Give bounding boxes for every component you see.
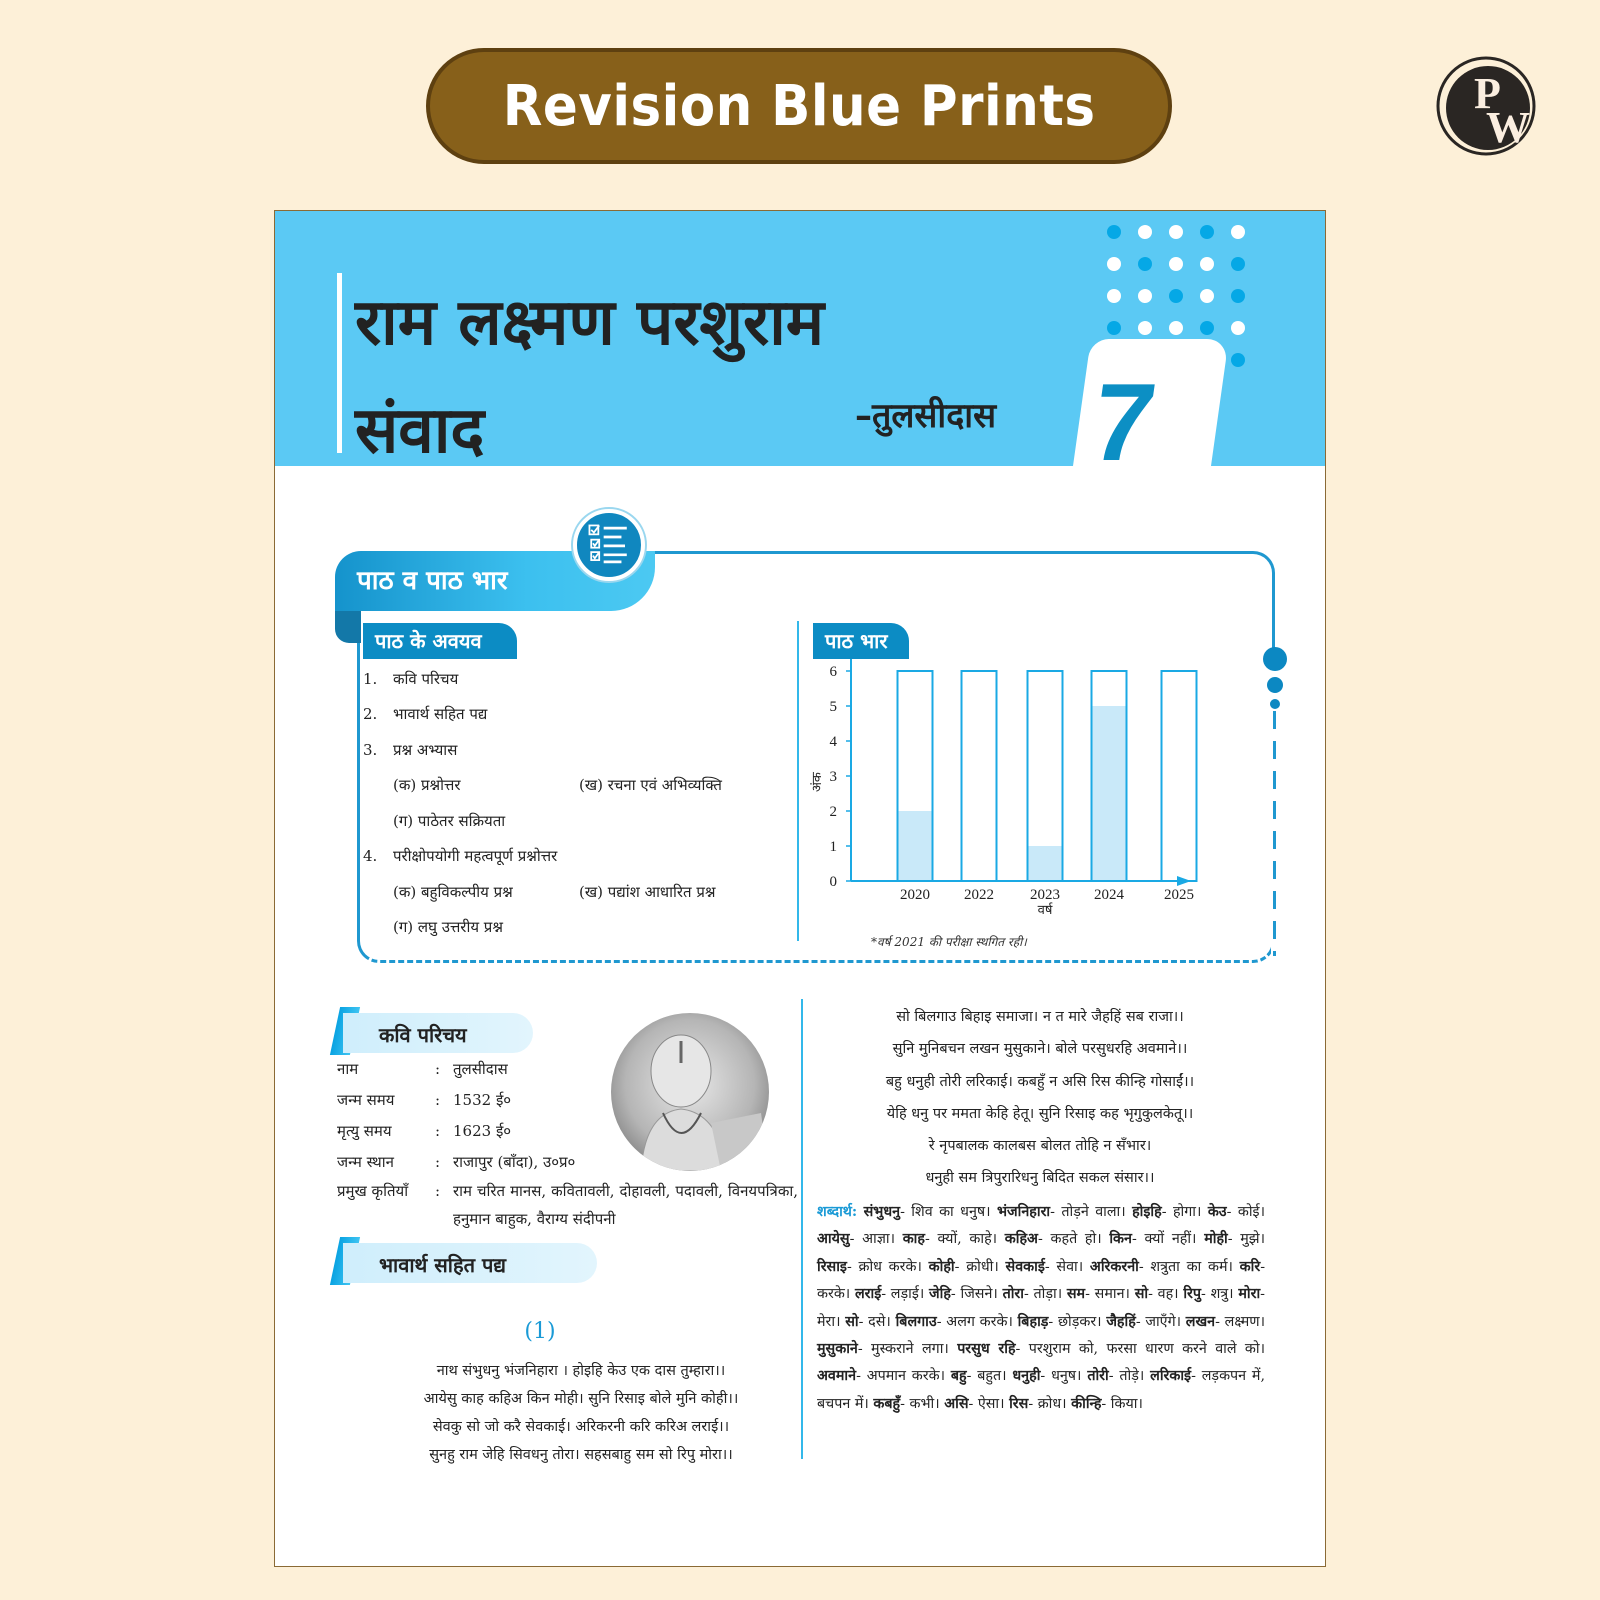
- glossary-meaning: - समान।: [1085, 1286, 1130, 1303]
- list-subitem: (क) बहुविकल्पीय प्रश्न (ख) पद्यांश आधारित प्रश्न: [393, 882, 716, 901]
- glossary-meaning: - क्यों, काहे।: [924, 1231, 998, 1248]
- logo-letter-p: P: [1474, 69, 1501, 118]
- verse-line: सुनि मुनिबचन लखन मुसुकाने। बोले परसुधरहि अवमाने।।: [892, 1041, 1188, 1058]
- svg-text:वर्ष: वर्ष: [1037, 903, 1053, 918]
- info-row: जन्म स्थान : राजापुर (बाँदा), उ०प्र०: [337, 1152, 576, 1171]
- glossary-meaning: - मेरा।: [817, 1286, 1265, 1330]
- svg-text:2: 2: [829, 804, 837, 820]
- list-subitem: (ग) पाठेतर सक्रियता: [393, 811, 506, 830]
- glossary-term: आयेसु: [817, 1231, 850, 1248]
- poet-intro-heading: कवि परिचय: [343, 1013, 533, 1053]
- verse-line: बहु धनुही तोरी लरिकाई। कबहुँ न असि रिस कीन्हि गोसाईं।।: [885, 1073, 1195, 1090]
- glossary-term: किन: [1109, 1231, 1132, 1248]
- verse-line: आयेसु काह कहिअ किन मोही। सुनि रिसाइ बोले मुनि कोही।।: [423, 1391, 739, 1407]
- list-subitem: (ग) लघु उत्तरीय प्रश्न: [393, 918, 503, 937]
- verse-line: नाथ संभुधनु भंजनिहारा । होइहि केउ एक दास तुम्हारा।।: [436, 1363, 726, 1379]
- svg-text:2020: 2020: [900, 887, 930, 903]
- verse-right: [815, 1001, 1265, 1195]
- svg-text:1: 1: [829, 839, 837, 855]
- list-item: 1. कवि परिचय: [363, 669, 459, 688]
- glossary-meaning: - लक्ष्मण।: [1215, 1313, 1265, 1330]
- glossary-term: सेवकाई: [1005, 1258, 1045, 1275]
- weightage-tab: पाठ भार: [813, 623, 909, 659]
- glossary-term: कीन्हि: [1071, 1395, 1102, 1412]
- checklist-icon: [573, 509, 645, 581]
- glossary-meaning: - परशुराम को, फरसा धारण करने वाले को।: [1015, 1341, 1265, 1358]
- glossary-term: लखन: [1185, 1313, 1216, 1330]
- svg-text:2023: 2023: [1030, 887, 1060, 903]
- glossary-term: रिसाइ: [817, 1258, 847, 1275]
- glossary-term: असि: [944, 1395, 969, 1412]
- verse-line: येहि धनु पर ममता केहि हेतू। सुनि रिसाइ कह भृगुकुलकेतू।।: [886, 1105, 1194, 1122]
- glossary-meaning: - करके।: [817, 1258, 1266, 1303]
- glossary-term: रिस: [1009, 1395, 1029, 1412]
- glossary-meaning: - लड़ाई।: [881, 1286, 925, 1303]
- glossary-meaning: - क्यों नहीं।: [1131, 1231, 1197, 1248]
- glossary-meaning: - अपमान करके।: [856, 1368, 945, 1385]
- glossary-meaning: - शिव का धनुष।: [900, 1204, 991, 1220]
- svg-text:3: 3: [829, 769, 837, 785]
- svg-text:2022: 2022: [964, 887, 994, 903]
- glossary-term: मुसुकाने: [817, 1341, 858, 1358]
- components-tab: पाठ के अवयव: [363, 623, 517, 659]
- glossary-term: कोही: [928, 1258, 955, 1275]
- verse-line: सो बिलगाउ बिहाइ समाजा। न त मारे जैहहिं सब राजा।।: [896, 1009, 1184, 1025]
- glossary-meaning: - मुझे।: [1227, 1231, 1266, 1248]
- glossary-meaning: - शत्रुता का कर्म।: [1138, 1258, 1233, 1275]
- info-row: नाम : तुलसीदास: [337, 1059, 508, 1078]
- logo-letter-w: W: [1486, 103, 1530, 152]
- chapter-title-line1: राम लक्ष्मण परशुराम: [355, 286, 825, 360]
- glossary-term: बहु: [950, 1368, 967, 1385]
- glossary-meaning: - सेवा।: [1044, 1258, 1084, 1275]
- verse-left: [331, 1357, 831, 1469]
- lesson-components-list: [363, 661, 722, 945]
- glossary-meaning: - किया।: [1101, 1395, 1143, 1412]
- glossary-term: धनुही: [1012, 1368, 1041, 1385]
- chapter-number: 7: [1084, 361, 1163, 484]
- glossary-meaning: - जाएँगे।: [1135, 1313, 1182, 1330]
- glossary-meaning: - तोड़ने वाला।: [1050, 1204, 1126, 1220]
- info-row: जन्म समय : 1532 ई०: [337, 1090, 512, 1109]
- pw-logo-icon: [1436, 56, 1536, 156]
- glossary-term: सो: [1134, 1286, 1149, 1303]
- list-item: 4. परीक्षोपयोगी महत्वपूर्ण प्रश्नोत्तर: [363, 847, 558, 866]
- svg-text:अंक: अंक: [810, 772, 825, 792]
- glossary-meaning: - धनुष।: [1040, 1368, 1082, 1385]
- glossary-term: अवमाने: [817, 1368, 857, 1385]
- list-subitem: (क) प्रश्नोत्तर (ख) रचना एवं अभिव्यक्ति: [393, 776, 722, 795]
- glossary-meaning: - छोड़कर।: [1048, 1313, 1102, 1330]
- glossary-meaning: - होगा।: [1161, 1204, 1202, 1220]
- column-divider: [797, 621, 799, 941]
- list-item: 3. प्रश्न अभ्यास: [363, 740, 458, 759]
- verse-line: रे नृपबालक कालबस बोलत तोहि न सँभार।: [928, 1138, 1152, 1155]
- glossary-term: कबहुँ: [873, 1395, 901, 1412]
- glossary-term: लराई: [854, 1286, 882, 1303]
- book-page: [274, 210, 1326, 1567]
- glossary-meaning: - कहते हो।: [1037, 1231, 1102, 1248]
- glossary-meaning: - बहुत।: [966, 1368, 1007, 1385]
- box-dashed-border: [1273, 711, 1276, 956]
- verses-heading: भावार्थ सहित पद्य: [343, 1243, 597, 1283]
- glossary-term: अरिकरनी: [1089, 1258, 1139, 1275]
- glossary-meaning: - कभी।: [900, 1395, 940, 1412]
- info-row: प्रमुख कृतियाँ : राम चरित मानस, कवितावली, दोहावली, पदावली, विनयपत्रिका, हनुमान बाहुक, वैराग्य संदीपनी: [337, 1182, 798, 1228]
- svg-text:5: 5: [829, 699, 837, 715]
- glossary-term: तोरी: [1087, 1368, 1109, 1385]
- verse-line: सेवकु सो जो करै सेवकाई। अरिकरनी करि करिअ लराई।।: [432, 1419, 730, 1435]
- chart-footnote: *वर्ष 2021 की परीक्षा स्थगित रही।: [871, 935, 1027, 949]
- svg-text:2024: 2024: [1094, 887, 1124, 903]
- glossary-meaning: - जिसने।: [950, 1286, 998, 1303]
- glossary-term: होइहि: [1132, 1204, 1162, 1220]
- svg-text:0: 0: [829, 874, 837, 890]
- glossary-term: जेहि: [929, 1286, 951, 1303]
- glossary-meaning: - ऐसा।: [968, 1395, 1005, 1412]
- chapter-title: [355, 269, 1055, 485]
- decorative-knob-large: [1263, 647, 1287, 671]
- decorative-knob-small: [1270, 699, 1280, 709]
- chapter-author: –तुलसीदास: [855, 396, 997, 436]
- glossary-term: सो: [845, 1313, 859, 1330]
- svg-text:6: 6: [829, 664, 837, 680]
- glossary-term: मोरा: [1238, 1286, 1261, 1303]
- glossary-meaning: - तोड़ा।: [1023, 1286, 1063, 1303]
- glossary-term: केउ: [1207, 1204, 1227, 1220]
- banner-title: Revision Blue Prints: [502, 73, 1096, 139]
- glossary-term: मोही: [1204, 1231, 1228, 1248]
- glossary-paragraph: [817, 1199, 1265, 1418]
- glossary-meaning: - तोड़े।: [1108, 1368, 1145, 1385]
- lesson-weightage-heading: पाठ व पाठ भार: [335, 551, 655, 611]
- glossary-term: संभुधनु: [863, 1204, 901, 1220]
- verse-line: धनुही सम त्रिपुरारिधनु बिदित सकल संसार।।: [925, 1170, 1155, 1187]
- glossary-meaning: - दसे।: [858, 1313, 891, 1330]
- revision-blue-prints-banner: [426, 48, 1172, 164]
- glossary-term: करि: [1239, 1258, 1261, 1275]
- glossary-meaning: - क्रोधी।: [954, 1258, 999, 1275]
- poet-portrait-image: [611, 1013, 769, 1171]
- verse-line: सुनहु राम जेहि सिवधनु तोरा। सहसबाहु सम सो रिपु मोरा।।: [429, 1447, 733, 1463]
- glossary-term: जैहहिं: [1106, 1313, 1136, 1330]
- glossary-meaning: - क्रोध।: [1028, 1395, 1067, 1412]
- glossary-meaning: - शत्रु।: [1201, 1286, 1234, 1303]
- glossary-meaning: - अलग करके।: [936, 1313, 1013, 1330]
- glossary-term: तोरा: [1002, 1286, 1024, 1303]
- decorative-knob-medium: [1267, 677, 1283, 693]
- glossary-term: लरिकाई: [1150, 1368, 1192, 1385]
- weightage-bar-chart: [805, 659, 1205, 949]
- svg-text:2025: 2025: [1164, 887, 1194, 903]
- glossary-term: सम: [1066, 1286, 1086, 1303]
- glossary-term: बिलगाउ: [895, 1313, 937, 1330]
- info-row: मृत्यु समय : 1623 ई०: [337, 1121, 512, 1140]
- glossary-term: भंजनिहारा: [996, 1204, 1051, 1220]
- svg-text:4: 4: [829, 734, 837, 750]
- glossary-meaning: - लड़कपन में, बचपन में।: [817, 1368, 1266, 1412]
- glossary-label: शब्दार्थ:: [817, 1204, 858, 1220]
- right-column-divider: [801, 999, 803, 1459]
- glossary-term: रिपु: [1183, 1286, 1201, 1303]
- glossary-term: काह: [902, 1231, 925, 1248]
- glossary-meaning: - कोई।: [1226, 1204, 1265, 1220]
- glossary-term: परसुध रहि: [957, 1341, 1016, 1358]
- verse-number: (1): [524, 1319, 556, 1344]
- glossary-meaning: - वह।: [1148, 1286, 1179, 1303]
- list-item: 2. भावार्थ सहित पद्य: [363, 705, 488, 724]
- glossary-meaning: - क्रोध करके।: [846, 1258, 922, 1275]
- glossary-term: कहिअ: [1004, 1231, 1038, 1248]
- chapter-title-line2: संवाद: [355, 394, 485, 468]
- glossary-meaning: - मुस्कराने लगा।: [857, 1341, 949, 1358]
- glossary-term: बिहाड़: [1017, 1313, 1049, 1330]
- glossary-meaning: - आज्ञा।: [849, 1231, 895, 1248]
- hero-accent-bar: [337, 273, 342, 453]
